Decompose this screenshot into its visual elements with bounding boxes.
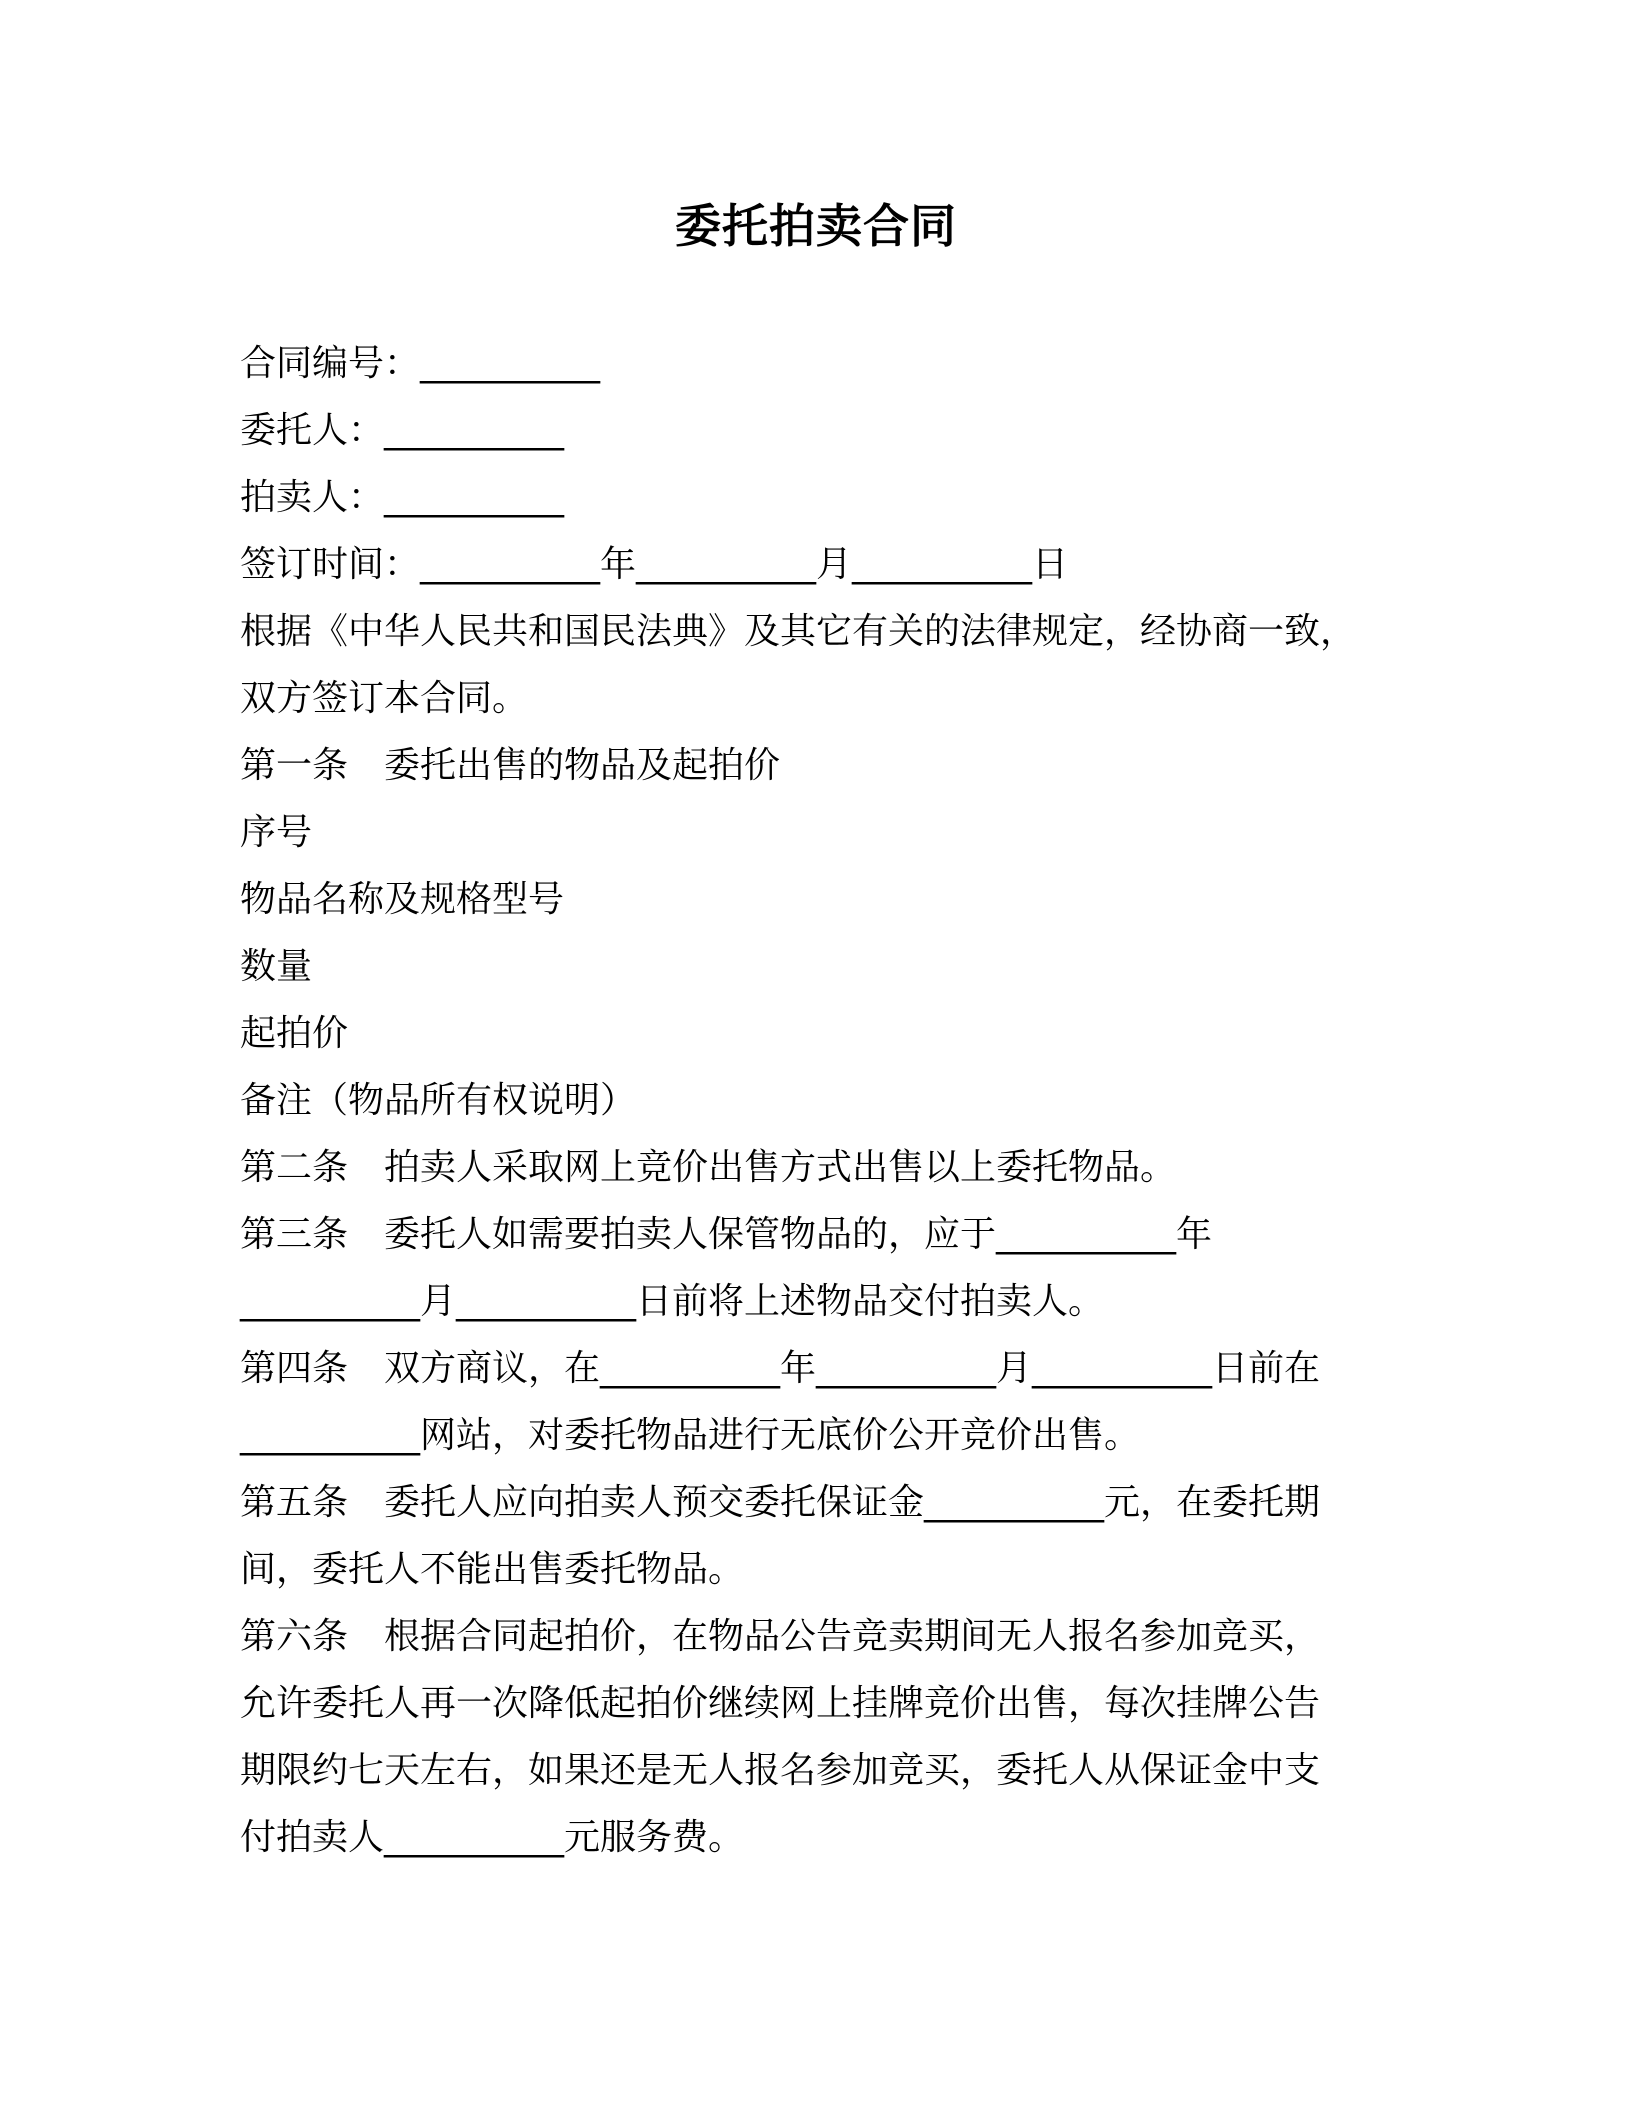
article-2: 第二条 拍卖人采取网上竞价出售方式出售以上委托物品。 xyxy=(240,1147,1177,1188)
article-5-line-2: 间，委托人不能出售委托物品。 xyxy=(240,1549,745,1590)
article-6-line-3: 期限约七天左右，如果还是无人报名参加竞买，委托人从保证金中支 xyxy=(240,1750,1321,1791)
article-6-line-1: 第六条 根据合同起拍价，在物品公告竞卖期间无人报名参加竞买， xyxy=(240,1616,1321,1657)
preamble-line-2: 双方签订本合同。 xyxy=(240,678,529,719)
document-body xyxy=(240,330,1400,1871)
article-1-heading: 第一条 委托出售的物品及起拍价 xyxy=(240,745,781,786)
signing-date-line: 签订时间：__________年__________月__________日 xyxy=(240,544,1069,585)
article-4-line-2: __________网站，对委托物品进行无底价公开竞价出售。 xyxy=(240,1415,1141,1456)
item-field-name-spec: 物品名称及规格型号 xyxy=(240,879,565,920)
article-6-line-4: 付拍卖人__________元服务费。 xyxy=(240,1817,745,1858)
item-field-serial: 序号 xyxy=(240,812,313,853)
item-field-quantity: 数量 xyxy=(240,946,313,987)
preamble-line-1: 根据《中华人民共和国民法典》及其它有关的法律规定，经协商一致， xyxy=(240,611,1357,652)
client-line: 委托人：__________ xyxy=(240,410,565,451)
article-3-line-2: __________月__________日前将上述物品交付拍卖人。 xyxy=(240,1281,1105,1322)
item-field-starting-price: 起拍价 xyxy=(240,1013,349,1054)
article-4-line-1: 第四条 双方商议，在__________年__________月__________日前在 xyxy=(240,1348,1321,1389)
auctioneer-line: 拍卖人：__________ xyxy=(240,477,565,518)
article-3-line-1: 第三条 委托人如需要拍卖人保管物品的，应于__________年 xyxy=(240,1214,1213,1255)
contract-number-line: 合同编号：__________ xyxy=(240,343,601,384)
article-6-line-2: 允许委托人再一次降低起拍价继续网上挂牌竞价出售，每次挂牌公告 xyxy=(240,1683,1321,1724)
item-field-remarks: 备注（物品所有权说明） xyxy=(240,1080,637,1121)
document-title: 委托拍卖合同 xyxy=(675,199,957,253)
article-5-line-1: 第五条 委托人应向拍卖人预交委托保证金__________元，在委托期 xyxy=(240,1482,1321,1523)
